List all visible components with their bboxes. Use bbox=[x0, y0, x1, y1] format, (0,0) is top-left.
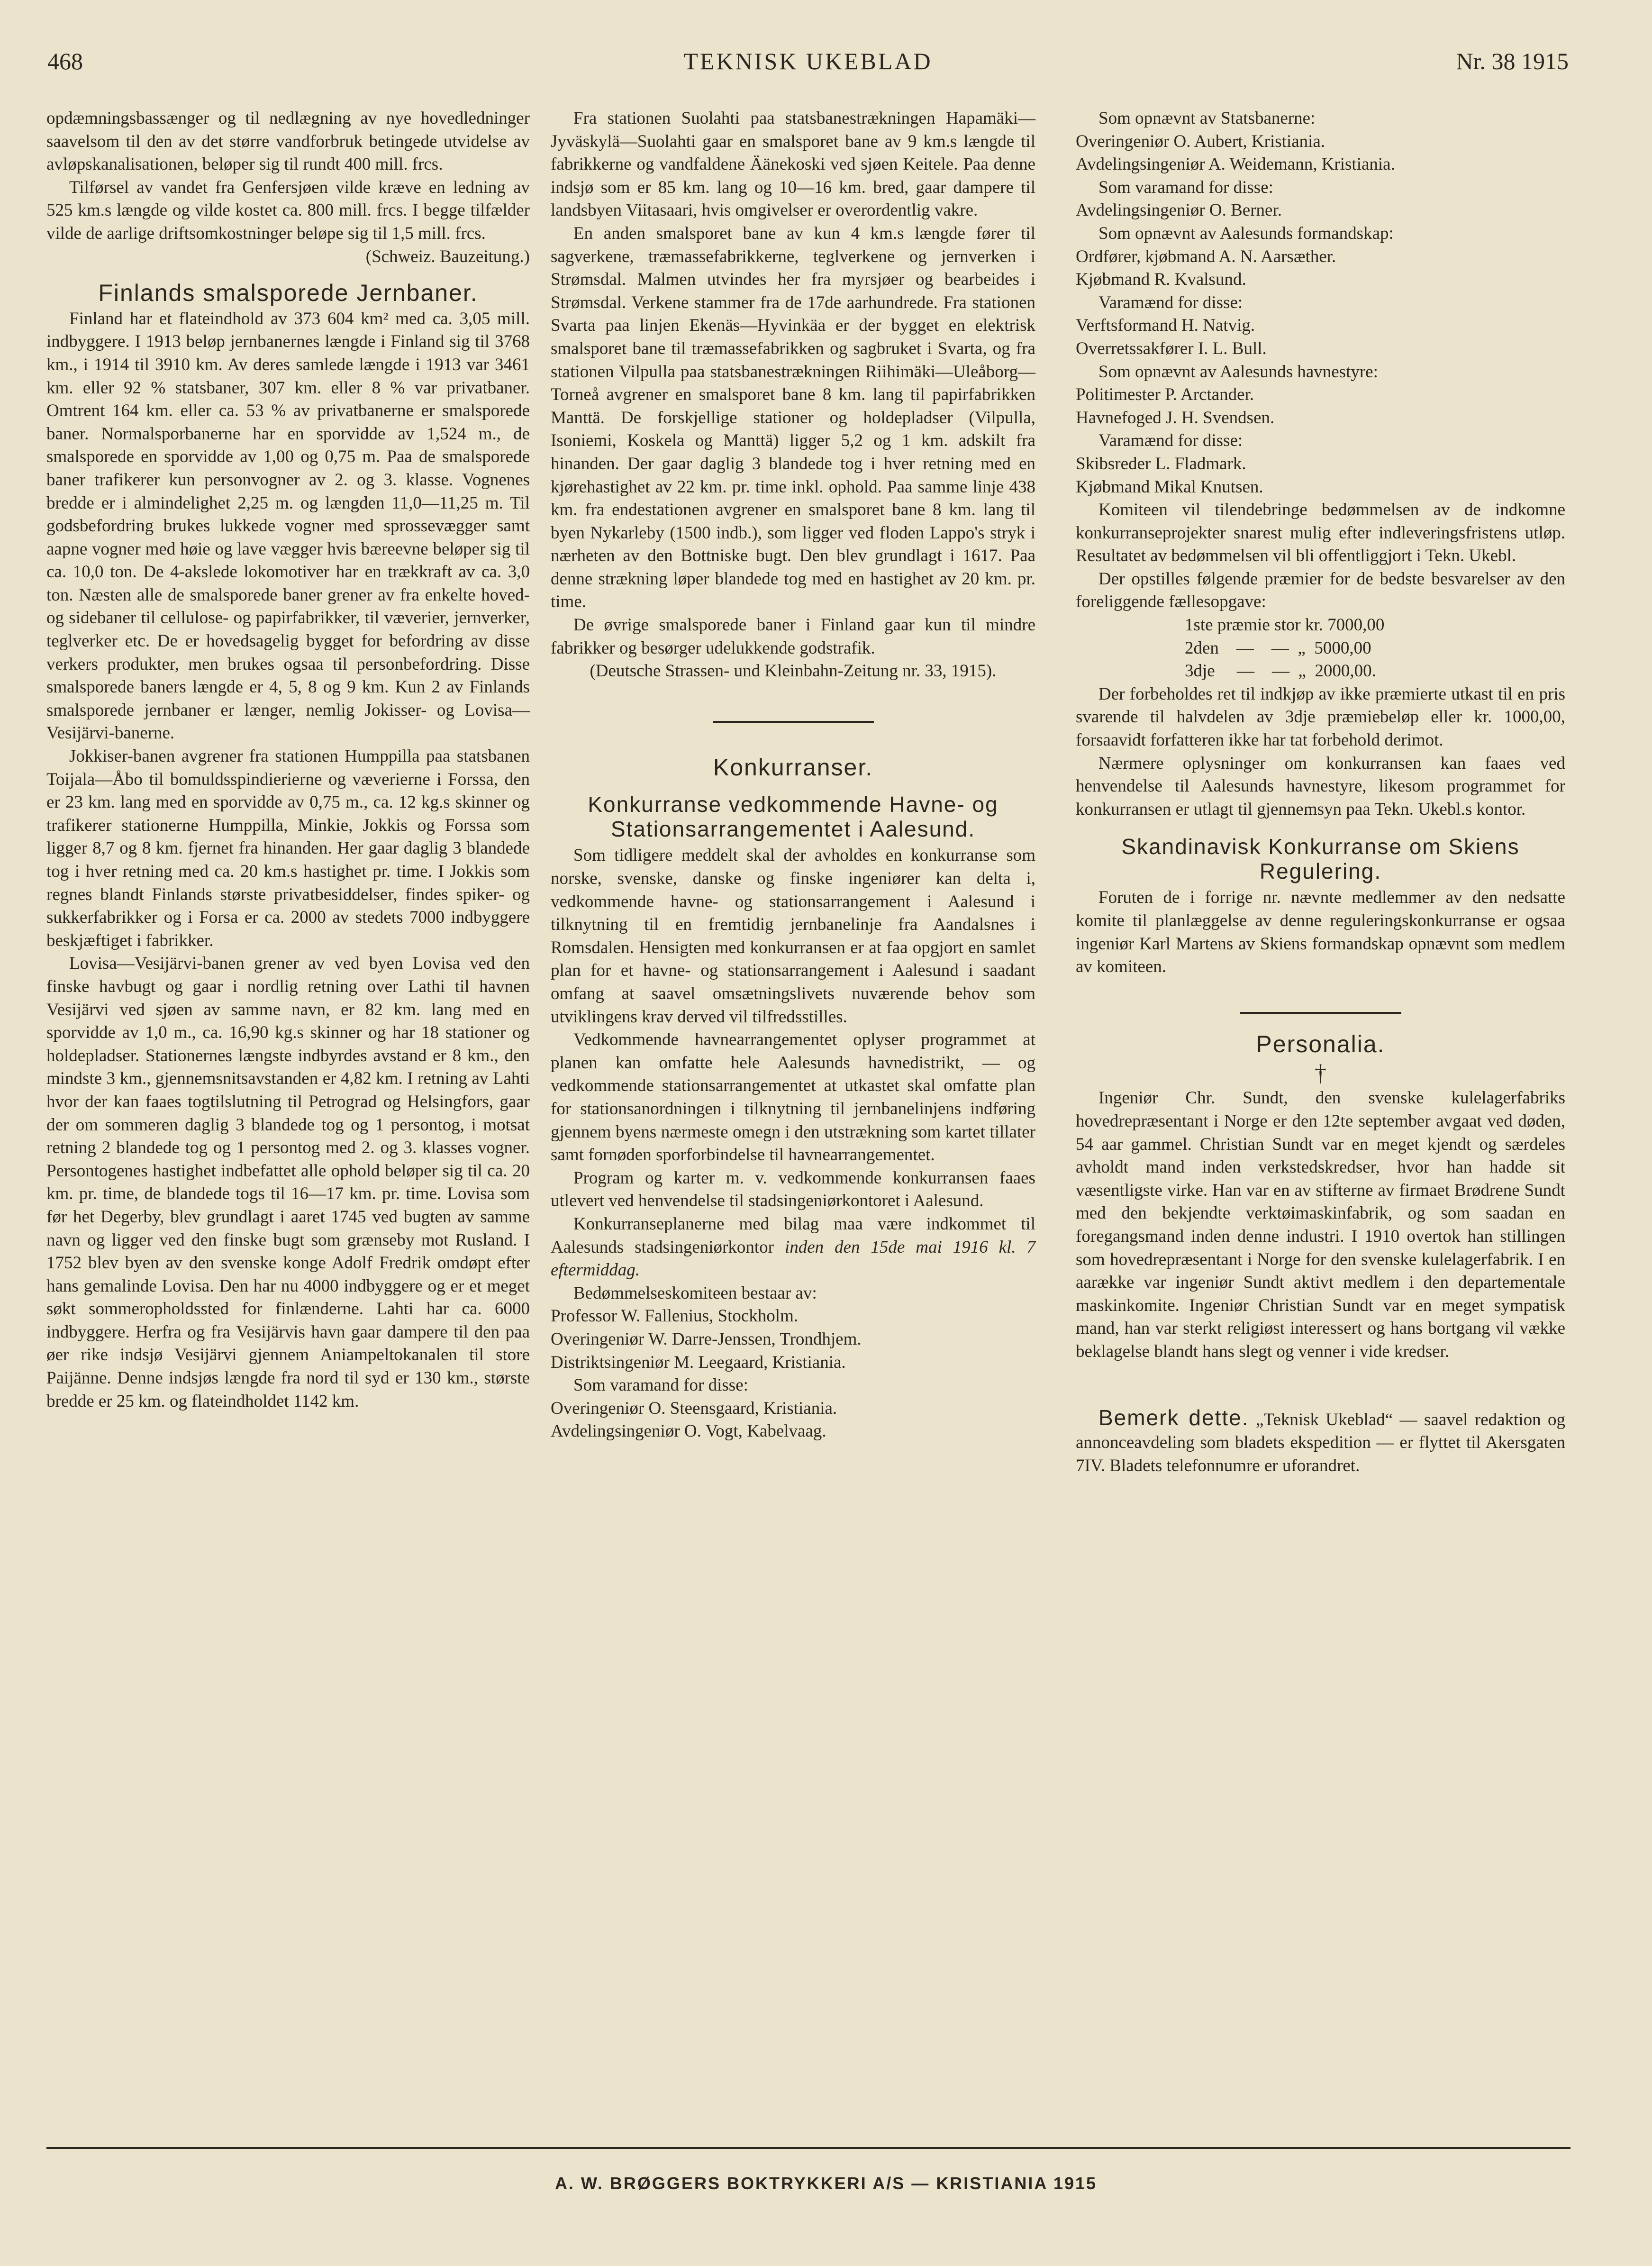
committee-member: Overingeniør W. Darre-Jenssen, Trondhjem. bbox=[551, 1329, 862, 1349]
list-heading: Som opnævnt av Aalesunds formandskap: bbox=[1098, 223, 1394, 243]
article-title-aalesund: Konkurranse vedkommende Havne- og Stationsarrangementet i Aalesund. bbox=[588, 792, 998, 842]
printer-imprint: A. W. BRØGGERS BOKTRYKKERI A/S — KRISTIANIA 1915 bbox=[554, 2174, 1098, 2193]
page-header bbox=[47, 47, 1569, 85]
paragraph: Ingeniør Chr. Sundt, den svenske kulelagerfabriks hovedrepræsentant i Norge er den 12te september avgaat ved døden, 54 aar gammel. Christian Sundt var en meget kjendt og særdeles avholdt mand inden verkstedskredser, hvor han hadde sit væsentligste virke. Han var en av stifterne av firmaet Brødrene Sundt med den bekjendte verktøimaskinfabrik, og som saadan en foregangsmand inden denne industri. I 1910 overtok han stillingen som hovedrepræsentant i Norge for den svenske kulelagerfabrik. I en aarække var ingeniør Sundt aktivt medlem i den departementale maskinkomite. Ingeniør Christian Sundt var en meget sympatisk mand, han var sterkt religiøst interessert og hans bortgang vil vække beklagelse blandt hans slegt og venner i vide kredser. bbox=[1076, 1088, 1565, 1361]
paragraph: Finland har et flateindhold av 373 604 km² med ca. 3,05 mill. indbyggere. I 1913 beløp jernbanernes længde i Finland sig til 3768 km., i 1914 til 3910 km. Av deres samlede længde i 1913 var 3461 km. eller 92 % statsbaner, 307 km. eller 8 % var privatbaner. Omtrent 164 km. eller ca. 53 % av privatbanerne er smalsporede baner. Normalsporbanerne har en sporvidde av 1,524 m., de smalsporede en sporvidde av 1,00 og 0,75 m. Paa de smalsporede baner trafikerer kun personvogner av 2. og 3. klasse. Vognenes bredde er i almindelighet 2,25 m. og længden 11,0—11,25 m. Til godsbefordring brukes lukkede vogner med sprossevægger samt aapne vogner med høie og lave vægger hvis bæreevne beløper sig til ca. 10,0 ton. De 4-akslede lokomotiver har en trækkraft av ca. 3,0 ton. Næsten alle de smalsporede baner grener av fra enkelte hoved- og sidebaner til cellulose- og papirfabrikker, til væverier, jernverker, teglverker etc. De er hovedsagelig bygget for befordring av disse verkers produkter, men brukes ogsaa til personbefordring. Disse smalsporede baners længde er 4, 5, 8 og 9 km. Kun 2 av Finlands smalsporede jernbaner er længer, nemlig Jokisser- og Lovisa—Vesijärvi-banerne. bbox=[46, 309, 530, 743]
committee-member: Distriktsingeniør M. Leegaard, Kristiania. bbox=[551, 1352, 846, 1372]
page-number: 468 bbox=[47, 48, 83, 74]
source-citation: (Deutsche Strassen- und Kleinbahn-Zeitung nr. 33, 1915). bbox=[590, 661, 997, 681]
paragraph: Som varamand for disse: bbox=[573, 1375, 748, 1395]
column-3 bbox=[1076, 107, 1565, 1477]
prize-line: 2den — — „ 5000,00 bbox=[1185, 638, 1371, 658]
committee-member: Havnefoged J. H. Svendsen. bbox=[1076, 408, 1275, 428]
article-title-finland: Finlands smalsporede Jernbaner. bbox=[98, 280, 478, 307]
list-heading: Som opnævnt av Statsbanerne: bbox=[1098, 109, 1316, 128]
paragraph: opdæmningsbassænger og til nedlægning av nye hovedledninger saavelsom til den av det større vandforbruk betingede utvidelse av avløpskanalisationen, beløper sig til rundt 400 mill. frcs. bbox=[46, 109, 530, 174]
paragraph: Som tidligere meddelt skal der avholdes en konkurranse som norske, svenske, danske og finske ingeniører kan delta i, vedkommende havne- og stationsarrangement i Aalesund i tilknytning til en fremtidig jernbanelinje fra Aandalsnes i Romsdalen. Hensigten med konkurransen er at faa opgjort en samlet plan for et havne- og stationsarrangement i Aalesund i saadant omfang at saavel omsætningslivets nuværende behov som utviklingens krav derved vil tilfredsstilles. bbox=[551, 846, 1035, 1027]
deadline-text: Konkurranseplanerne med bilag maa være indkommet til Aalesunds stadsingeniørkontor bbox=[551, 1214, 1035, 1257]
paragraph: Bedømmelseskomiteen bestaar av: bbox=[573, 1283, 817, 1303]
column-1 bbox=[46, 107, 530, 1413]
paragraph: Komiteen vil tilendebringe bedømmelsen av de indkomne konkurranseprojekter snarest mulig efter indleveringsfristens utløp. Resultatet av bedømmelsen vil bli offentliggjort i Tekn. Ukebl. bbox=[1076, 500, 1565, 566]
section-divider bbox=[713, 721, 874, 723]
prize-line: 1ste præmie stor kr. 7000,00 bbox=[1185, 615, 1385, 635]
paragraph: Lovisa—Vesijärvi-banen grener av ved byen Lovisa ved den finske havbugt og gaar i nordlig retning over Lathi til havnen Vesijärvi ved sjøen av samme navn, er 82 km. lang med en sporvidde av 1,0 m., ca. 16,90 kg.s skinner og har 18 stationer og holdepladser. Stationernes længste indbyrdes avstand er 8 km., den mindste 3 km., gjennemsnitsavstanden er 4,82 km. I retning av Lahti hvor der kan faaes togtilslutning til Petrograd og Helsingfors, gaar der om sommeren daglig 3 blandede tog og 1 persontog, i motsat retning 2 blandede tog og 1 persontog med 2. og 3. klasses vogner. Persontogenes hastighet indbefattet alle ophold beløper sig til ca. 20 km. pr. time, de blandede togs til 16—17 km. pr. time. Lovisa som før het Degerby, blev grundlagt i aaret 1745 ved bugten av samme navn og ligger ved den finske bugt som grænseby mot Rusland. I 1752 blev byen av den svenske konge Adolf Fredrik omdøpt efter hans gemalinde Lovisa. Den har nu 4000 indbyggere og er et meget søkt sommeropholdssted for finlænderne. Lahti har ca. 6000 indbyggere. Herfra og fra Vesijärvis havn gaar dampere til den paa øer rike indsjø Vesijärvi gjennem Aniampeltokanalen til store Paijänne. Denne indsjøs længde fra nord til syd er 130 km., største bredde er 25 km. og flateindholdet 1142 km. bbox=[46, 954, 530, 1411]
list-heading: Som opnævnt av Aalesunds havnestyre: bbox=[1098, 362, 1378, 382]
committee-member: Avdelingsingeniør O. Berner. bbox=[1076, 200, 1282, 220]
cross-icon: † bbox=[1315, 1059, 1326, 1086]
committee-member: Professor W. Fallenius, Stockholm. bbox=[551, 1306, 799, 1326]
section-title-konkurranser: Konkurranser. bbox=[713, 754, 873, 781]
source-citation: (Schweiz. Bauzeitung.) bbox=[365, 246, 530, 266]
list-heading: Varamænd for disse: bbox=[1098, 431, 1243, 451]
paragraph: Tilførsel av vandet fra Genfersjøen vilde kræve en ledning av 525 km.s længde og vilde kostet ca. 800 mill. frcs. I begge tilfælder vilde de aarlige driftsomkostninger beløpe sig til 1,5 mill. frcs. bbox=[46, 177, 530, 243]
paragraph: En anden smalsporet bane av kun 4 km.s længde fører til sagverkene, træmassefabrikkerne, teglverkene og jernverken i Strømsdal. Malmen utvindes her fra myrsjøer og bearbeides i Strømsdal. Verkene stammer fra de 17de aarhundrede. Fra stationen Svarta paa linjen Ekenäs—Hyvinkäa er der bygget en elektrisk smalsporet bane til træmassefabrikken og sagbruket i Svarta, og fra stationen Vilpulla paa statsbanestrækningen Riihimäki—Uleåborg—Torneå avgrener en smalsporet bane 8 km. lang til papirfabrikken Manttä. De forskjellige stationer og holdepladser (Vilpulla, Isoniemi, Koskela og Manttä) ligger 5,2 og 1 km. adskilt fra hinanden. Der gaar daglig 3 blandede tog i hver retning med en kjørehastighet av 22 km. pr. time inkl. ophold. Paa samme linje 438 km. fra endestationen avgrener en smalsporet bane 8 km. lang til byen Nykarleby (1500 indb.), som ligger ved floden Lappo's stryk i nærheten av den Bottniske bugt. Den blev grundlagt i 1617. Paa denne strækning løper blandede tog med en hastighet av 20 km. pr. time. bbox=[551, 223, 1035, 612]
committee-member: Avdelingsingeniør A. Weidemann, Kristiania. bbox=[1076, 155, 1395, 174]
list-heading: Som varamand for disse: bbox=[1098, 177, 1273, 197]
committee-member: Avdelingsingeniør O. Vogt, Kabelvaag. bbox=[551, 1421, 826, 1441]
committee-member: Verftsformand H. Natvig. bbox=[1076, 316, 1255, 336]
paragraph: Vedkommende havnearrangementet oplyser programmet at planen kan omfatte hele Aalesunds havnedistrikt, — og vedkommende stationsarrangementet at utkastet skal omfatte plan for stationsanordningen i tilknytning til jernbanelinjens indføring gjennem byens nærmeste omegn i den utstrækning som kartet tillater samt fornøden sporforbindelse til havnearrangementet. bbox=[551, 1030, 1035, 1165]
article-title-skien: Skandinavisk Konkurranse om Skiens Regulering. bbox=[1121, 834, 1520, 884]
paragraph: De øvrige smalsporede baner i Finland gaar kun til mindre fabrikker og besørger udelukkende godstrafik. bbox=[551, 615, 1035, 658]
committee-member: Overretssakfører I. L. Bull. bbox=[1076, 338, 1267, 358]
prize-line: 3dje — — „ 2000,00. bbox=[1185, 661, 1376, 681]
paragraph: Fra stationen Suolahti paa statsbanestrækningen Hapamäki—Jyväskylä—Suolahti gaar en smalsporet bane av 9 km.s længde til fabrikkerne og vandfaldene Äänekoski ved sjøen Keitele. Paa denne indsjø som er 85 km. lang og 10—16 km. bred, gaar dampere til landsbyen Viitasaari, hvis omgivelser er overordentlig vakre. bbox=[551, 109, 1035, 220]
notice-text: „Teknisk Ukeblad“ — saavel redaktion og annonceavdeling som bladets ekspedition — er flyttet til Akersgaten 7IV. Bladets telefonnumre er uforandret. bbox=[1076, 1410, 1566, 1475]
paragraph bbox=[551, 1213, 1035, 1282]
committee-member: Skibsreder L. Fladmark. bbox=[1076, 454, 1246, 473]
paragraph: Der forbeholdes ret til indkjøp av ikke præmierte utkast til en pris svarende til halvdelen av 3dje præmiebeløp eller kr. 1000,00, forsaavidt forfatteren ikke har tat forbehold derimot. bbox=[1076, 684, 1565, 750]
deadline-date: inden den 15de mai 1916 kl. 7 eftermiddag. bbox=[551, 1237, 1036, 1280]
column-2 bbox=[551, 107, 1035, 1443]
committee-member: Ordfører, kjøbmand A. N. Aarsæther. bbox=[1076, 246, 1336, 266]
committee-member: Overingeniør O. Steensgaard, Kristiania. bbox=[551, 1398, 837, 1418]
committee-member: Overingeniør O. Aubert, Kristiania. bbox=[1076, 131, 1325, 151]
paragraph: Nærmere oplysninger om konkurransen kan faaes ved henvendelse til Aalesunds havnestyre, likesom programmet for konkurransen er utlagt til gjennemsyn paa Tekn. Ukebl.s kontor. bbox=[1076, 753, 1565, 819]
notice-paragraph bbox=[1076, 1406, 1565, 1478]
committee-member: Kjøbmand R. Kvalsund. bbox=[1076, 270, 1246, 290]
list-heading: Varamænd for disse: bbox=[1098, 292, 1243, 312]
committee-member: Politimester P. Arctander. bbox=[1076, 385, 1254, 405]
committee-member: Kjøbmand Mikal Knutsen. bbox=[1076, 477, 1263, 497]
paragraph: Program og karter m. v. vedkommende konkurransen faaes utlevert ved henvendelse til stadsingeniørkontoret i Aalesund. bbox=[551, 1168, 1035, 1211]
paragraph: Jokkiser-banen avgrener fra stationen Humppilla paa statsbanen Toijala—Åbo til bomuldsspindierierne og væverierne i Forssa, den er 23 km. lang med en sporvidde av 0,75 m., ca. 12 kg.s skinner og trafikerer stationerne Humppilla, Minkie, Jokkis og Forssa som ligger 8,7 og 8 km. fjernet fra hinanden. Her gaar daglig 3 blandede tog i hver retning med ca. 20 km.s hastighet pr. time. I Jokkis som regnes blandt Finlands største privatbesiddelser, findes spiker- og sukkerfabrikker og i Forsa er ca. 2000 av stedets 7000 indbyggere beskjæftiget i fabrikker. bbox=[46, 746, 530, 950]
paragraph: Foruten de i forrige nr. nævnte medlemmer av den nedsatte komite til planlæggelse av denne reguleringskonkurranse er ogsaa ingeniør Karl Martens av Skiens formandskap opnævnt som medlem av komiteen. bbox=[1076, 888, 1565, 977]
section-title-personalia: Personalia. bbox=[1256, 1030, 1385, 1057]
issue-number: Nr. 38 1915 bbox=[1456, 48, 1569, 74]
notice-title: Bemerk dette. bbox=[1098, 1405, 1249, 1430]
paragraph: Der opstilles følgende præmier for de bedste besvarelser av den foreliggende fællesopgave: bbox=[1076, 569, 1565, 612]
footer-divider bbox=[46, 2147, 1570, 2149]
journal-title: TEKNISK UKEBLAD bbox=[683, 48, 933, 74]
section-divider bbox=[1240, 1012, 1401, 1014]
